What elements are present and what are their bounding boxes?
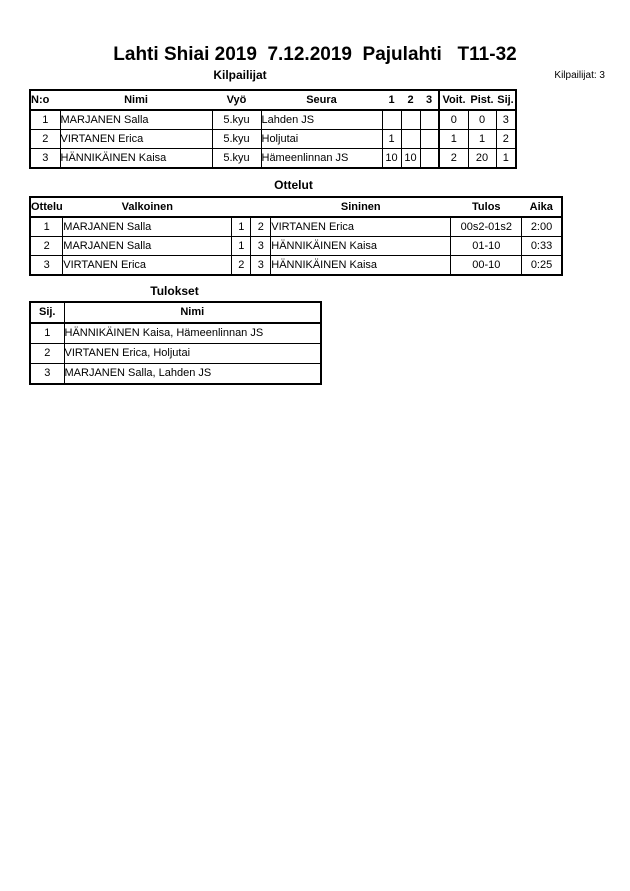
matches-table bbox=[29, 196, 563, 276]
cell-blue-no: 3 bbox=[251, 237, 271, 256]
cell-blue-name: HÄNNIKÄINEN Kaisa bbox=[271, 256, 451, 276]
cell-match-no: 3 bbox=[30, 256, 63, 276]
col-header-aika: Aika bbox=[522, 197, 562, 217]
competitor-count-label: Kilpailijat: 3 bbox=[554, 70, 605, 81]
cell-no: 1 bbox=[30, 110, 60, 130]
cell-blue-no: 3 bbox=[251, 256, 271, 276]
table-row bbox=[30, 149, 516, 169]
cell-round3 bbox=[420, 110, 439, 130]
col-header-round1: 1 bbox=[382, 90, 401, 110]
cell-round1: 1 bbox=[382, 130, 401, 149]
cell-nimi: VIRTANEN Erica, Holjutai bbox=[64, 344, 321, 364]
cell-vyo: 5.kyu bbox=[212, 130, 261, 149]
cell-sij: 3 bbox=[496, 110, 516, 130]
cell-blue-name: HÄNNIKÄINEN Kaisa bbox=[271, 237, 451, 256]
table-header-row bbox=[30, 90, 516, 110]
cell-white-no: 1 bbox=[232, 217, 251, 237]
col-header-sininen: Sininen bbox=[271, 197, 451, 217]
cell-sij: 2 bbox=[496, 130, 516, 149]
cell-voit: 2 bbox=[439, 149, 468, 169]
col-header-pist: Pist. bbox=[468, 90, 496, 110]
section-title-ottelut: Ottelut bbox=[274, 178, 313, 192]
col-header-tulos: Tulos bbox=[451, 197, 522, 217]
cell-sij: 3 bbox=[30, 364, 64, 385]
section-title-tulokset: Tulokset bbox=[150, 284, 199, 298]
cell-nimi: MARJANEN Salla, Lahden JS bbox=[64, 364, 321, 385]
table-row bbox=[30, 344, 321, 364]
col-header-sij: Sij. bbox=[496, 90, 516, 110]
cell-white-name: MARJANEN Salla bbox=[63, 217, 232, 237]
cell-seura: Holjutai bbox=[261, 130, 382, 149]
cell-no: 3 bbox=[30, 149, 60, 169]
cell-sij: 2 bbox=[30, 344, 64, 364]
table-row bbox=[30, 364, 321, 385]
competitors-table bbox=[29, 89, 517, 169]
cell-round2: 10 bbox=[401, 149, 420, 169]
cell-aika: 0:33 bbox=[522, 237, 562, 256]
col-header-round2: 2 bbox=[401, 90, 420, 110]
col-header-nimi: Nimi bbox=[60, 90, 212, 110]
results-table bbox=[29, 301, 322, 385]
cell-vyo: 5.kyu bbox=[212, 110, 261, 130]
cell-round3 bbox=[420, 149, 439, 169]
cell-match-no: 1 bbox=[30, 217, 63, 237]
cell-aika: 0:25 bbox=[522, 256, 562, 276]
col-header-sij: Sij. bbox=[30, 302, 64, 323]
cell-voit: 1 bbox=[439, 130, 468, 149]
col-header-seura: Seura bbox=[261, 90, 382, 110]
cell-tulos: 00-10 bbox=[451, 256, 522, 276]
cell-voit: 0 bbox=[439, 110, 468, 130]
cell-white-name: MARJANEN Salla bbox=[63, 237, 232, 256]
cell-blue-no: 2 bbox=[251, 217, 271, 237]
cell-nimi: VIRTANEN Erica bbox=[60, 130, 212, 149]
cell-nimi: MARJANEN Salla bbox=[60, 110, 212, 130]
col-header-vyo: Vyö bbox=[212, 90, 261, 110]
cell-round2 bbox=[401, 110, 420, 130]
table-row bbox=[30, 217, 562, 237]
table-header-row bbox=[30, 197, 562, 217]
cell-round1 bbox=[382, 110, 401, 130]
col-header-nimi: Nimi bbox=[64, 302, 321, 323]
cell-no: 2 bbox=[30, 130, 60, 149]
cell-white-no: 1 bbox=[232, 237, 251, 256]
cell-sij: 1 bbox=[496, 149, 516, 169]
table-row bbox=[30, 256, 562, 276]
cell-tulos: 01-10 bbox=[451, 237, 522, 256]
cell-match-no: 2 bbox=[30, 237, 63, 256]
col-header-blue-no bbox=[251, 197, 271, 217]
col-header-ottelu: Ottelu bbox=[30, 197, 63, 217]
cell-seura: Hämeenlinnan JS bbox=[261, 149, 382, 169]
table-header-row bbox=[30, 302, 321, 323]
cell-white-name: VIRTANEN Erica bbox=[63, 256, 232, 276]
table-row bbox=[30, 110, 516, 130]
cell-seura: Lahden JS bbox=[261, 110, 382, 130]
cell-nimi: HÄNNIKÄINEN Kaisa, Hämeenlinnan JS bbox=[64, 323, 321, 344]
section-title-kilpailijat: Kilpailijat bbox=[213, 68, 267, 82]
cell-sij: 1 bbox=[30, 323, 64, 344]
cell-round3 bbox=[420, 130, 439, 149]
table-row bbox=[30, 323, 321, 344]
cell-vyo: 5.kyu bbox=[212, 149, 261, 169]
cell-pist: 20 bbox=[468, 149, 496, 169]
page-title: Lahti Shiai 2019 7.12.2019 Pajulahti T11-32 bbox=[113, 44, 517, 65]
cell-round2 bbox=[401, 130, 420, 149]
cell-pist: 1 bbox=[468, 130, 496, 149]
cell-white-no: 2 bbox=[232, 256, 251, 276]
col-header-white-no bbox=[232, 197, 251, 217]
table-row bbox=[30, 130, 516, 149]
table-row bbox=[30, 237, 562, 256]
col-header-no: N:o bbox=[30, 90, 60, 110]
col-header-valkoinen: Valkoinen bbox=[63, 197, 232, 217]
cell-aika: 2:00 bbox=[522, 217, 562, 237]
col-header-round3: 3 bbox=[420, 90, 439, 110]
cell-pist: 0 bbox=[468, 110, 496, 130]
cell-blue-name: VIRTANEN Erica bbox=[271, 217, 451, 237]
cell-nimi: HÄNNIKÄINEN Kaisa bbox=[60, 149, 212, 169]
cell-tulos: 00s2-01s2 bbox=[451, 217, 522, 237]
cell-round1: 10 bbox=[382, 149, 401, 169]
col-header-voit: Voit. bbox=[439, 90, 468, 110]
